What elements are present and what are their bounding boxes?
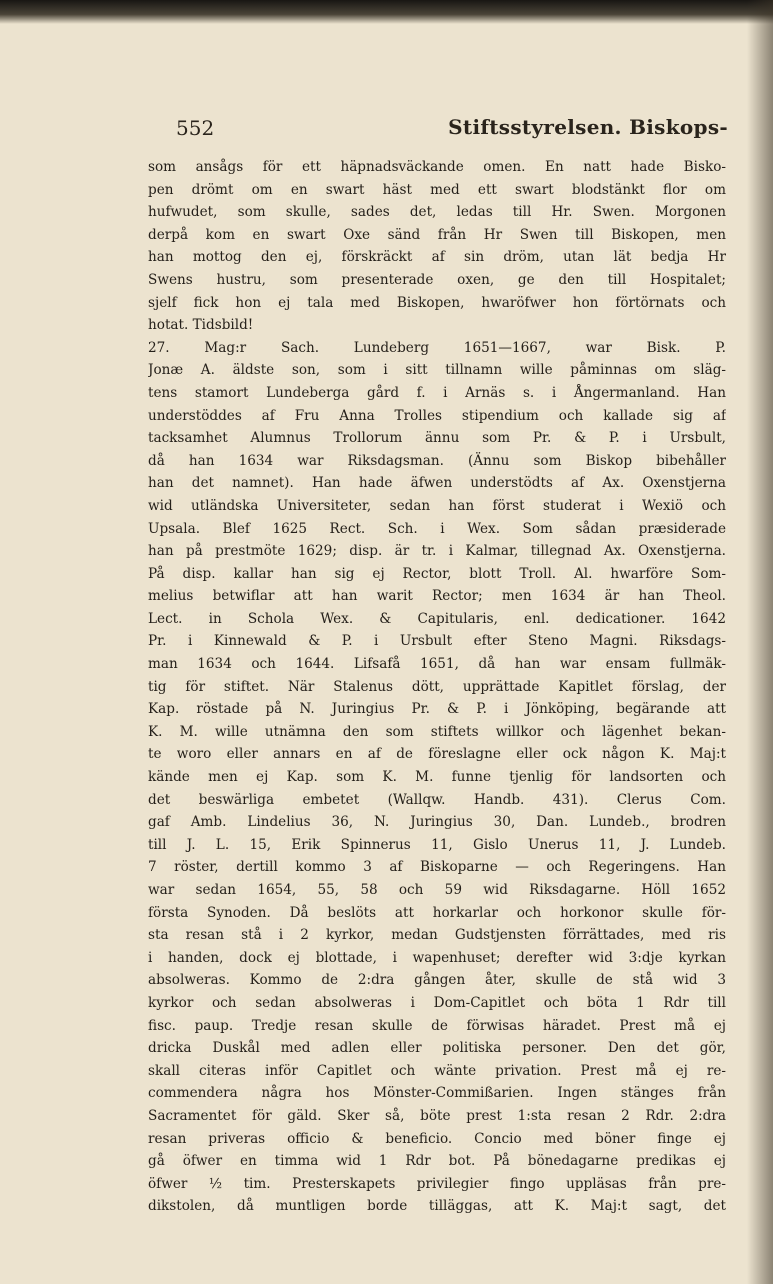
text-line: Sacramentet för gäld. Sker så, böte prest 1:sta resan 2 Rdr. 2:dra <box>148 1107 726 1124</box>
text-line: Swens hustru, som presenterade oxen, ge den till Hospitalet; <box>148 271 726 288</box>
text-line: tig för stiftet. När Stalenus dött, upprättade Kapitlet förslag, der <box>148 678 726 695</box>
text-line: På disp. kallar han sig ej Rector, blott Troll. Al. hwarföre Som- <box>148 565 726 582</box>
text-line: till J. L. 15, Erik Spinnerus 11, Gislo Unerus 11, J. Lundeb. <box>148 836 726 853</box>
text-line: fisc. paup. Tredje resan skulle de förwisas häradet. Prest må ej <box>148 1017 726 1034</box>
text-line: melius betwiflar att han warit Rector; men 1634 är han Theol. <box>148 588 726 605</box>
text-line: te woro eller annars en af de föreslagne eller ock någon K. Maj:t <box>148 746 726 763</box>
text-line: då han 1634 war Riksdagsman. (Ännu som Biskop bibehåller <box>148 452 726 469</box>
text-line: gå öfwer en timma wid 1 Rdr bot. På bönedagarne predikas ej <box>148 1153 726 1170</box>
text-line: 27. Mag:r Sach. Lundeberg 1651—1667, war Bisk. P. <box>148 339 726 356</box>
text-line: han mottog den ej, förskräckt af sin dröm, utan lät bedja Hr <box>148 249 726 266</box>
text-line: sta resan stå i 2 kyrkor, medan Gudstjensten förrättades, med ris <box>148 927 726 944</box>
text-line: Jonæ A. äldste son, som i sitt tillnamn wille påminnas om släg- <box>148 362 726 379</box>
text-line: hufwudet, som skulle, sades det, ledas till Hr. Swen. Morgonen <box>148 204 726 221</box>
text-line: Upsala. Blef 1625 Rect. Sch. i Wex. Som sådan præsiderade <box>148 520 726 537</box>
text-line: i handen, dock ej blottade, i wapenhuset; derefter wid 3:dje kyrkan <box>148 949 726 966</box>
text-line: kyrkor och sedan absolweras i Dom-Capitlet och böta 1 Rdr till <box>148 994 726 1011</box>
binding-shadow <box>747 0 773 1284</box>
text-line: dikstolen, då muntligen borde tilläggas, att K. Maj:t sagt, det <box>148 1198 726 1215</box>
text-line: derpå kom en swart Oxe sänd från Hr Swen till Biskopen, men <box>148 226 726 243</box>
scan-edge-shadow <box>0 0 773 24</box>
text-line: det beswärliga embetet (Wallqw. Handb. 431). Clerus Com. <box>148 791 726 808</box>
text-line: Pr. i Kinnewald & P. i Ursbult efter Steno Magni. Riksdags- <box>148 633 726 650</box>
text-line: tacksamhet Alumnus Trollorum ännu som Pr. & P. i Ursbult, <box>148 430 726 447</box>
text-line: första Synoden. Då beslöts att horkarlar och horkonor skulle för- <box>148 904 726 921</box>
text-line: han på prestmöte 1629; disp. är tr. i Kalmar, tillegnad Ax. Oxenstjerna. <box>148 543 726 560</box>
running-title: Stiftsstyrelsen. Biskops- <box>448 115 728 139</box>
text-line: kände men ej Kap. som K. M. funne tjenlig för landsorten och <box>148 769 726 786</box>
page-number: 552 <box>176 116 215 140</box>
text-line: gaf Amb. Lindelius 36, N. Juringius 30, Dan. Lundeb., brodren <box>148 814 726 831</box>
text-line: pen drömt om en swart häst med ett swart blodstänkt flor om <box>148 181 726 198</box>
text-line: hotat. Tidsbild! <box>148 317 254 334</box>
text-line: K. M. wille utnämna den som stiftets willkor och lägenhet bekan- <box>148 723 726 740</box>
body-text <box>148 156 726 1218</box>
page-header <box>172 114 728 146</box>
text-line: man 1634 och 1644. Lifsafå 1651, då han war ensam fullmäk- <box>148 656 726 673</box>
text-line: han det namnet). Han hade äfwen understödts af Ax. Oxenstjerna <box>148 475 726 492</box>
text-line: sjelf fick hon ej tala med Biskopen, hwaröfwer hon förtörnats och <box>148 294 726 311</box>
text-line: skall citeras inför Capitlet och wänte privation. Prest må ej re- <box>148 1062 726 1079</box>
text-line: war sedan 1654, 55, 58 och 59 wid Riksdagarne. Höll 1652 <box>148 882 726 898</box>
text-line: commendera några hos Mönster-Commißarien. Ingen stänges från <box>148 1085 726 1102</box>
text-line: öfwer ½ tim. Presterskapets privilegier fingo uppläsas från pre- <box>148 1175 726 1192</box>
text-line: Kap. röstade på N. Juringius Pr. & P. i Jönköping, begärande att <box>148 701 726 718</box>
text-line: tens stamort Lundeberga gård f. i Arnäs s. i Ångermanland. Han <box>148 384 726 401</box>
text-line: absolweras. Kommo de 2:dra gången åter, skulle de stå wid 3 <box>148 972 726 989</box>
text-line: som ansågs för ett häpnadsväckande omen. En natt hade Bisko- <box>148 159 726 175</box>
text-line: resan priveras officio & beneficio. Concio med böner finge ej <box>148 1130 726 1147</box>
text-line: 7 röster, dertill kommo 3 af Biskoparne — och Regeringens. Han <box>148 859 726 876</box>
text-line: dricka Duskål med adlen eller politiska personer. Den det gör, <box>148 1040 726 1057</box>
text-line: wid utländska Universiteter, sedan han först studerat i Wexiö och <box>148 497 726 514</box>
text-line: Lect. in Schola Wex. & Capitularis, enl. dedicationer. 1642 <box>148 610 726 627</box>
text-line: understöddes af Fru Anna Trolles stipendium och kallade sig af <box>148 407 726 424</box>
